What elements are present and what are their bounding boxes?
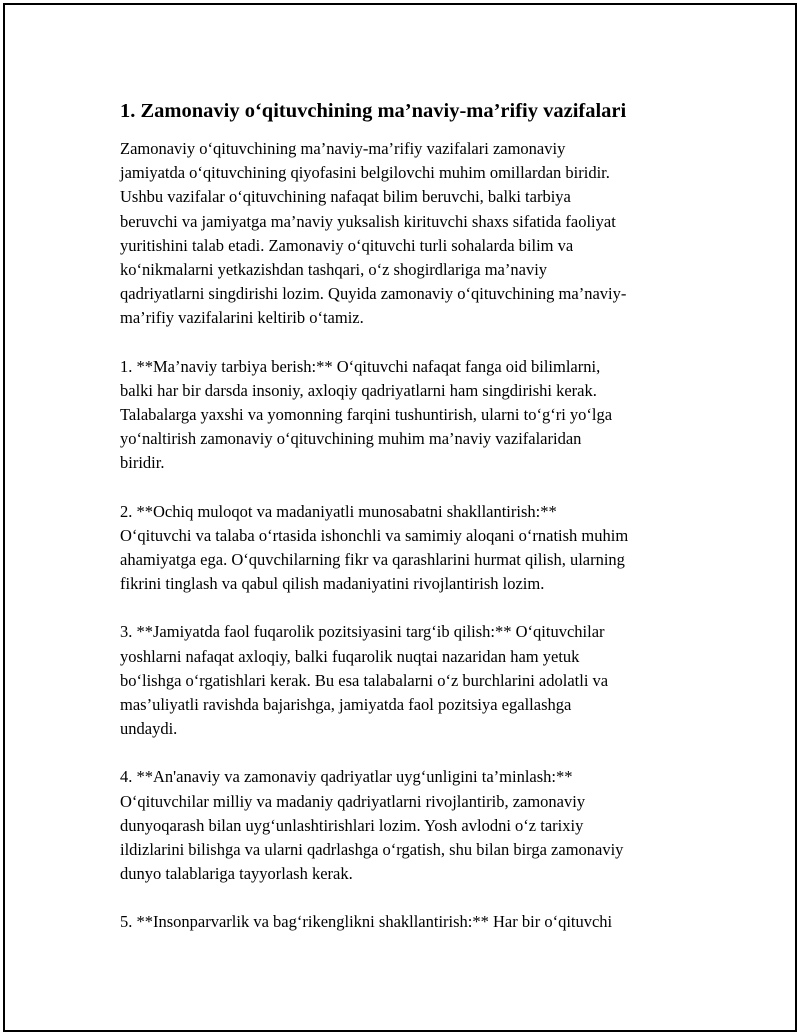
text-line: bo‘lishga o‘rgatishlari kerak. Bu esa talabalarni o‘z burchlarini adolatli va (120, 670, 609, 690)
text-line: fikrini tinglash va qabul qilish madaniyatini rivojlantirish lozim. (120, 574, 545, 594)
paragraph (120, 355, 690, 476)
paragraph (120, 137, 690, 331)
document-page (3, 3, 797, 1032)
paragraph (120, 765, 690, 886)
text-line: biridir. (120, 453, 165, 473)
text-line: 2. **Ochiq muloqot va madaniyatli munosabatni shakllantirish:** (120, 501, 557, 521)
paragraph (120, 500, 690, 597)
document-body (120, 97, 690, 959)
text-line: ma’rifiy vazifalarini keltirib o‘tamiz. (120, 308, 364, 328)
text-line: ahamiyatga ega. O‘quvchilarning fikr va qarashlarini hurmat qilish, ularning (120, 550, 625, 570)
text-line: 3. **Jamiyatda faol fuqarolik pozitsiyasini targ‘ib qilish:** O‘qituvchilar (120, 622, 605, 642)
text-line: Ushbu vazifalar o‘qituvchining nafaqat bilim beruvchi, balki tarbiya (120, 187, 571, 207)
text-line: dunyo talablariga tayyorlash kerak. (120, 864, 353, 884)
text-line: jamiyatda o‘qituvchining qiyofasini belgilovchi muhim omillardan biridir. (120, 163, 610, 183)
text-line: ildizlarini bilishga va ularni qadrlashga o‘rgatish, shu bilan birga zamonaviy (120, 840, 624, 860)
text-line: yuritishini talab etadi. Zamonaviy o‘qituvchi turli sohalarda bilim va (120, 235, 574, 255)
document-title: 1. Zamonaviy o‘qituvchining ma’naviy-ma’rifiy vazifalari (120, 100, 627, 122)
text-line: 1. **Ma’naviy tarbiya berish:** O‘qituvchi nafaqat fanga oid bilimlarni, (120, 356, 601, 376)
text-line: yoshlarni nafaqat axloqiy, balki fuqarolik nuqtai nazaridan ham yetuk (120, 646, 580, 666)
text-line: Talabalarga yaxshi va yomonning farqini tushuntirish, ularni to‘g‘ri yo‘lga (120, 405, 613, 425)
text-line: Zamonaviy o‘qituvchining ma’naviy-ma’rifiy vazifalari zamonaviy (120, 139, 566, 158)
text-line: mas’uliyatli ravishda bajarishga, jamiyatda faol pozitsiya egallashga (120, 695, 572, 715)
text-line: O‘qituvchi va talaba o‘rtasida ishonchli va samimiy aloqani o‘rnatish muhim (120, 525, 629, 545)
text-line: beruvchi va jamiyatga ma’naviy yuksalish kirituvchi shaxs sifatida faoliyat (120, 211, 616, 231)
paragraph (120, 910, 690, 934)
paragraph-list (120, 137, 690, 935)
text-line: dunyoqarash bilan uyg‘unlashtirishlari lozim. Yosh avlodni o‘z tarixiy (120, 815, 584, 835)
text-line: O‘qituvchilar milliy va madaniy qadriyatlarni rivojlantirib, zamonaviy (120, 791, 586, 811)
text-line: yo‘naltirish zamonaviy o‘qituvchining muhim ma’naviy vazifalaridan (120, 429, 582, 449)
text-line: undaydi. (120, 719, 178, 739)
text-line: balki har bir darsda insoniy, axloqiy qadriyatlarni ham singdirishi kerak. (120, 380, 597, 400)
text-line: ko‘nikmalarni yetkazishdan tashqari, o‘z shogirdlariga ma’naviy (120, 260, 548, 280)
text-line: 5. **Insonparvarlik va bag‘rikenglikni shakllantirish:** Har bir o‘qituvchi (120, 912, 613, 932)
paragraph (120, 620, 690, 741)
text-line: 4. **An'anaviy va zamonaviy qadriyatlar uyg‘unligini ta’minlash:** (120, 767, 573, 787)
text-line: qadriyatlarni singdirishi lozim. Quyida zamonaviy o‘qituvchining ma’naviy- (120, 284, 627, 304)
